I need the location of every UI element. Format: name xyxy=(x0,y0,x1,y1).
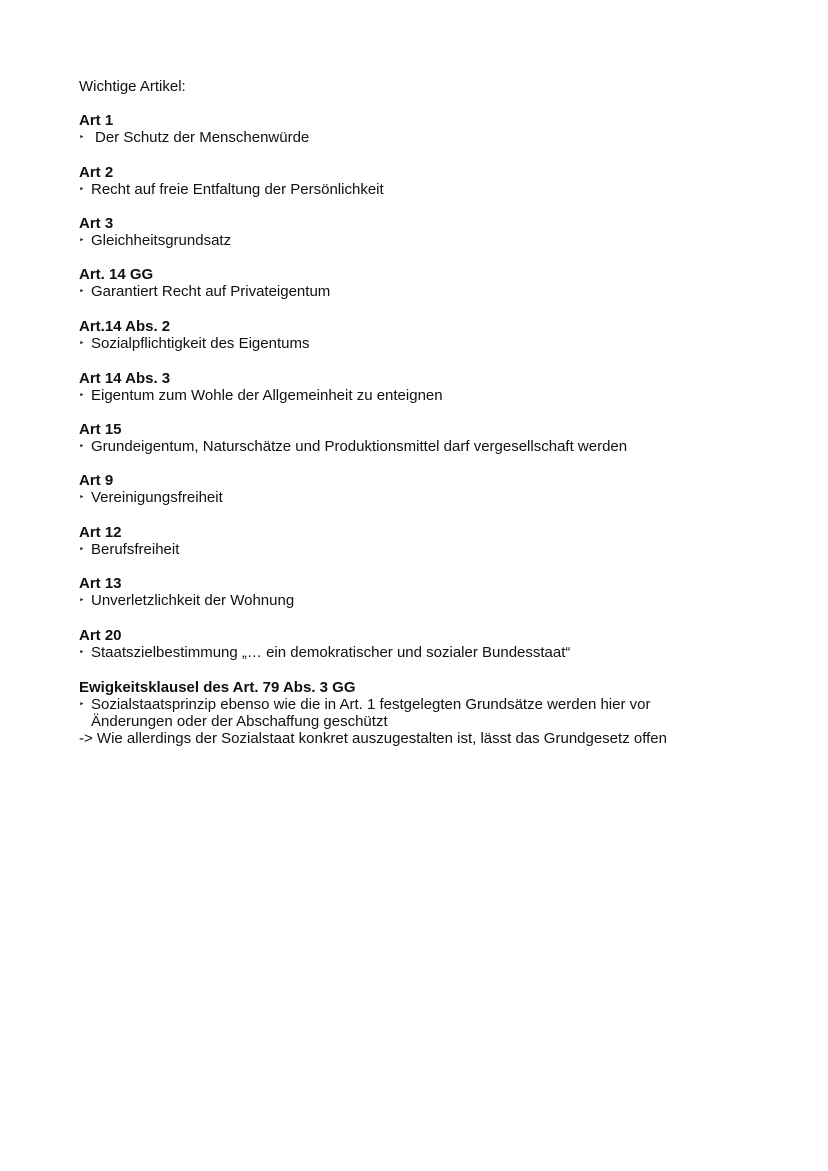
bullet-item xyxy=(79,644,779,661)
bullet-icon: ‣ xyxy=(79,235,85,245)
article-heading: Art 2 xyxy=(79,164,114,181)
bullet-item xyxy=(79,541,779,558)
article-heading: Art 12 xyxy=(79,524,122,541)
bullet-text: Gleichheitsgrundsatz xyxy=(91,232,232,249)
bullet-icon: ‣ xyxy=(79,184,85,194)
article-section xyxy=(79,112,779,146)
bullet-text: Grundeigentum, Naturschätze und Produktionsmittel darf vergesellschaft werden xyxy=(91,438,628,455)
article-heading: Art 1 xyxy=(79,112,114,129)
article-section xyxy=(79,524,779,558)
bullet-item xyxy=(79,438,779,455)
bullet-icon: ‣ xyxy=(79,647,85,657)
bullet-text: Vereinigungsfreiheit xyxy=(91,489,223,506)
bullet-item xyxy=(79,129,779,146)
article-section xyxy=(79,575,779,609)
bullet-icon: ‣ xyxy=(79,441,85,451)
bullet-item xyxy=(79,335,779,352)
article-heading: Art. 14 GG xyxy=(79,266,154,283)
bullet-text: Unverletzlichkeit der Wohnung xyxy=(91,592,295,609)
bullet-icon: ‣ xyxy=(79,390,85,400)
article-section xyxy=(79,472,779,506)
article-heading: Ewigkeitsklausel des Art. 79 Abs. 3 GG xyxy=(79,679,356,696)
article-heading: Art.14 Abs. 2 xyxy=(79,318,171,335)
article-section xyxy=(79,627,779,661)
bullet-icon: ‣ xyxy=(79,338,85,348)
article-section xyxy=(79,215,779,249)
article-section xyxy=(79,318,779,352)
article-section xyxy=(79,266,779,300)
bullet-item xyxy=(79,181,779,198)
article-heading: Art 15 xyxy=(79,421,122,438)
bullet-item xyxy=(79,283,779,300)
article-heading: Art 20 xyxy=(79,627,122,644)
article-heading: Art 14 Abs. 3 xyxy=(79,370,171,387)
bullet-text: Garantiert Recht auf Privateigentum xyxy=(91,283,331,300)
bullet-item xyxy=(79,592,779,609)
article-section xyxy=(79,421,779,455)
bullet-text: Eigentum zum Wohle der Allgemeinheit zu enteignen xyxy=(91,387,443,404)
bullet-text: Staatszielbestimmung „… ein demokratischer und sozialer Bundesstaat“ xyxy=(91,644,571,661)
intro-text: Wichtige Artikel: xyxy=(79,78,186,95)
bullet-icon: ‣ xyxy=(79,699,85,709)
bullet-item xyxy=(79,387,779,404)
bullet-text: Sozialstaatsprinzip ebenso wie die in Art. 1 festgelegten Grundsätze werden hier vor Änderungen oder der Abschaffung geschützt xyxy=(91,696,651,730)
article-section xyxy=(79,370,779,404)
bullet-item xyxy=(79,489,779,506)
bullet-icon: ‣ xyxy=(79,492,85,502)
article-heading: Art 13 xyxy=(79,575,122,592)
bullet-item xyxy=(79,696,699,730)
bullet-icon: ‣ xyxy=(79,132,85,142)
article-section xyxy=(79,164,779,198)
bullet-text: Berufsfreiheit xyxy=(91,541,180,558)
article-heading: Art 9 xyxy=(79,472,114,489)
article-heading: Art 3 xyxy=(79,215,114,232)
bullet-text: Recht auf freie Entfaltung der Persönlichkeit xyxy=(91,181,384,198)
bullet-icon: ‣ xyxy=(79,595,85,605)
bullet-text: Sozialpflichtigkeit des Eigentums xyxy=(91,335,310,352)
bullet-text: Der Schutz der Menschenwürde xyxy=(95,129,310,146)
bullet-icon: ‣ xyxy=(79,286,85,296)
bullet-item xyxy=(79,232,779,249)
bullet-icon: ‣ xyxy=(79,544,85,554)
ewigkeitsklausel-section xyxy=(79,679,699,747)
arrow-note: -> Wie allerdings der Sozialstaat konkret auszugestalten ist, lässt das Grundgesetz offen xyxy=(79,730,667,747)
